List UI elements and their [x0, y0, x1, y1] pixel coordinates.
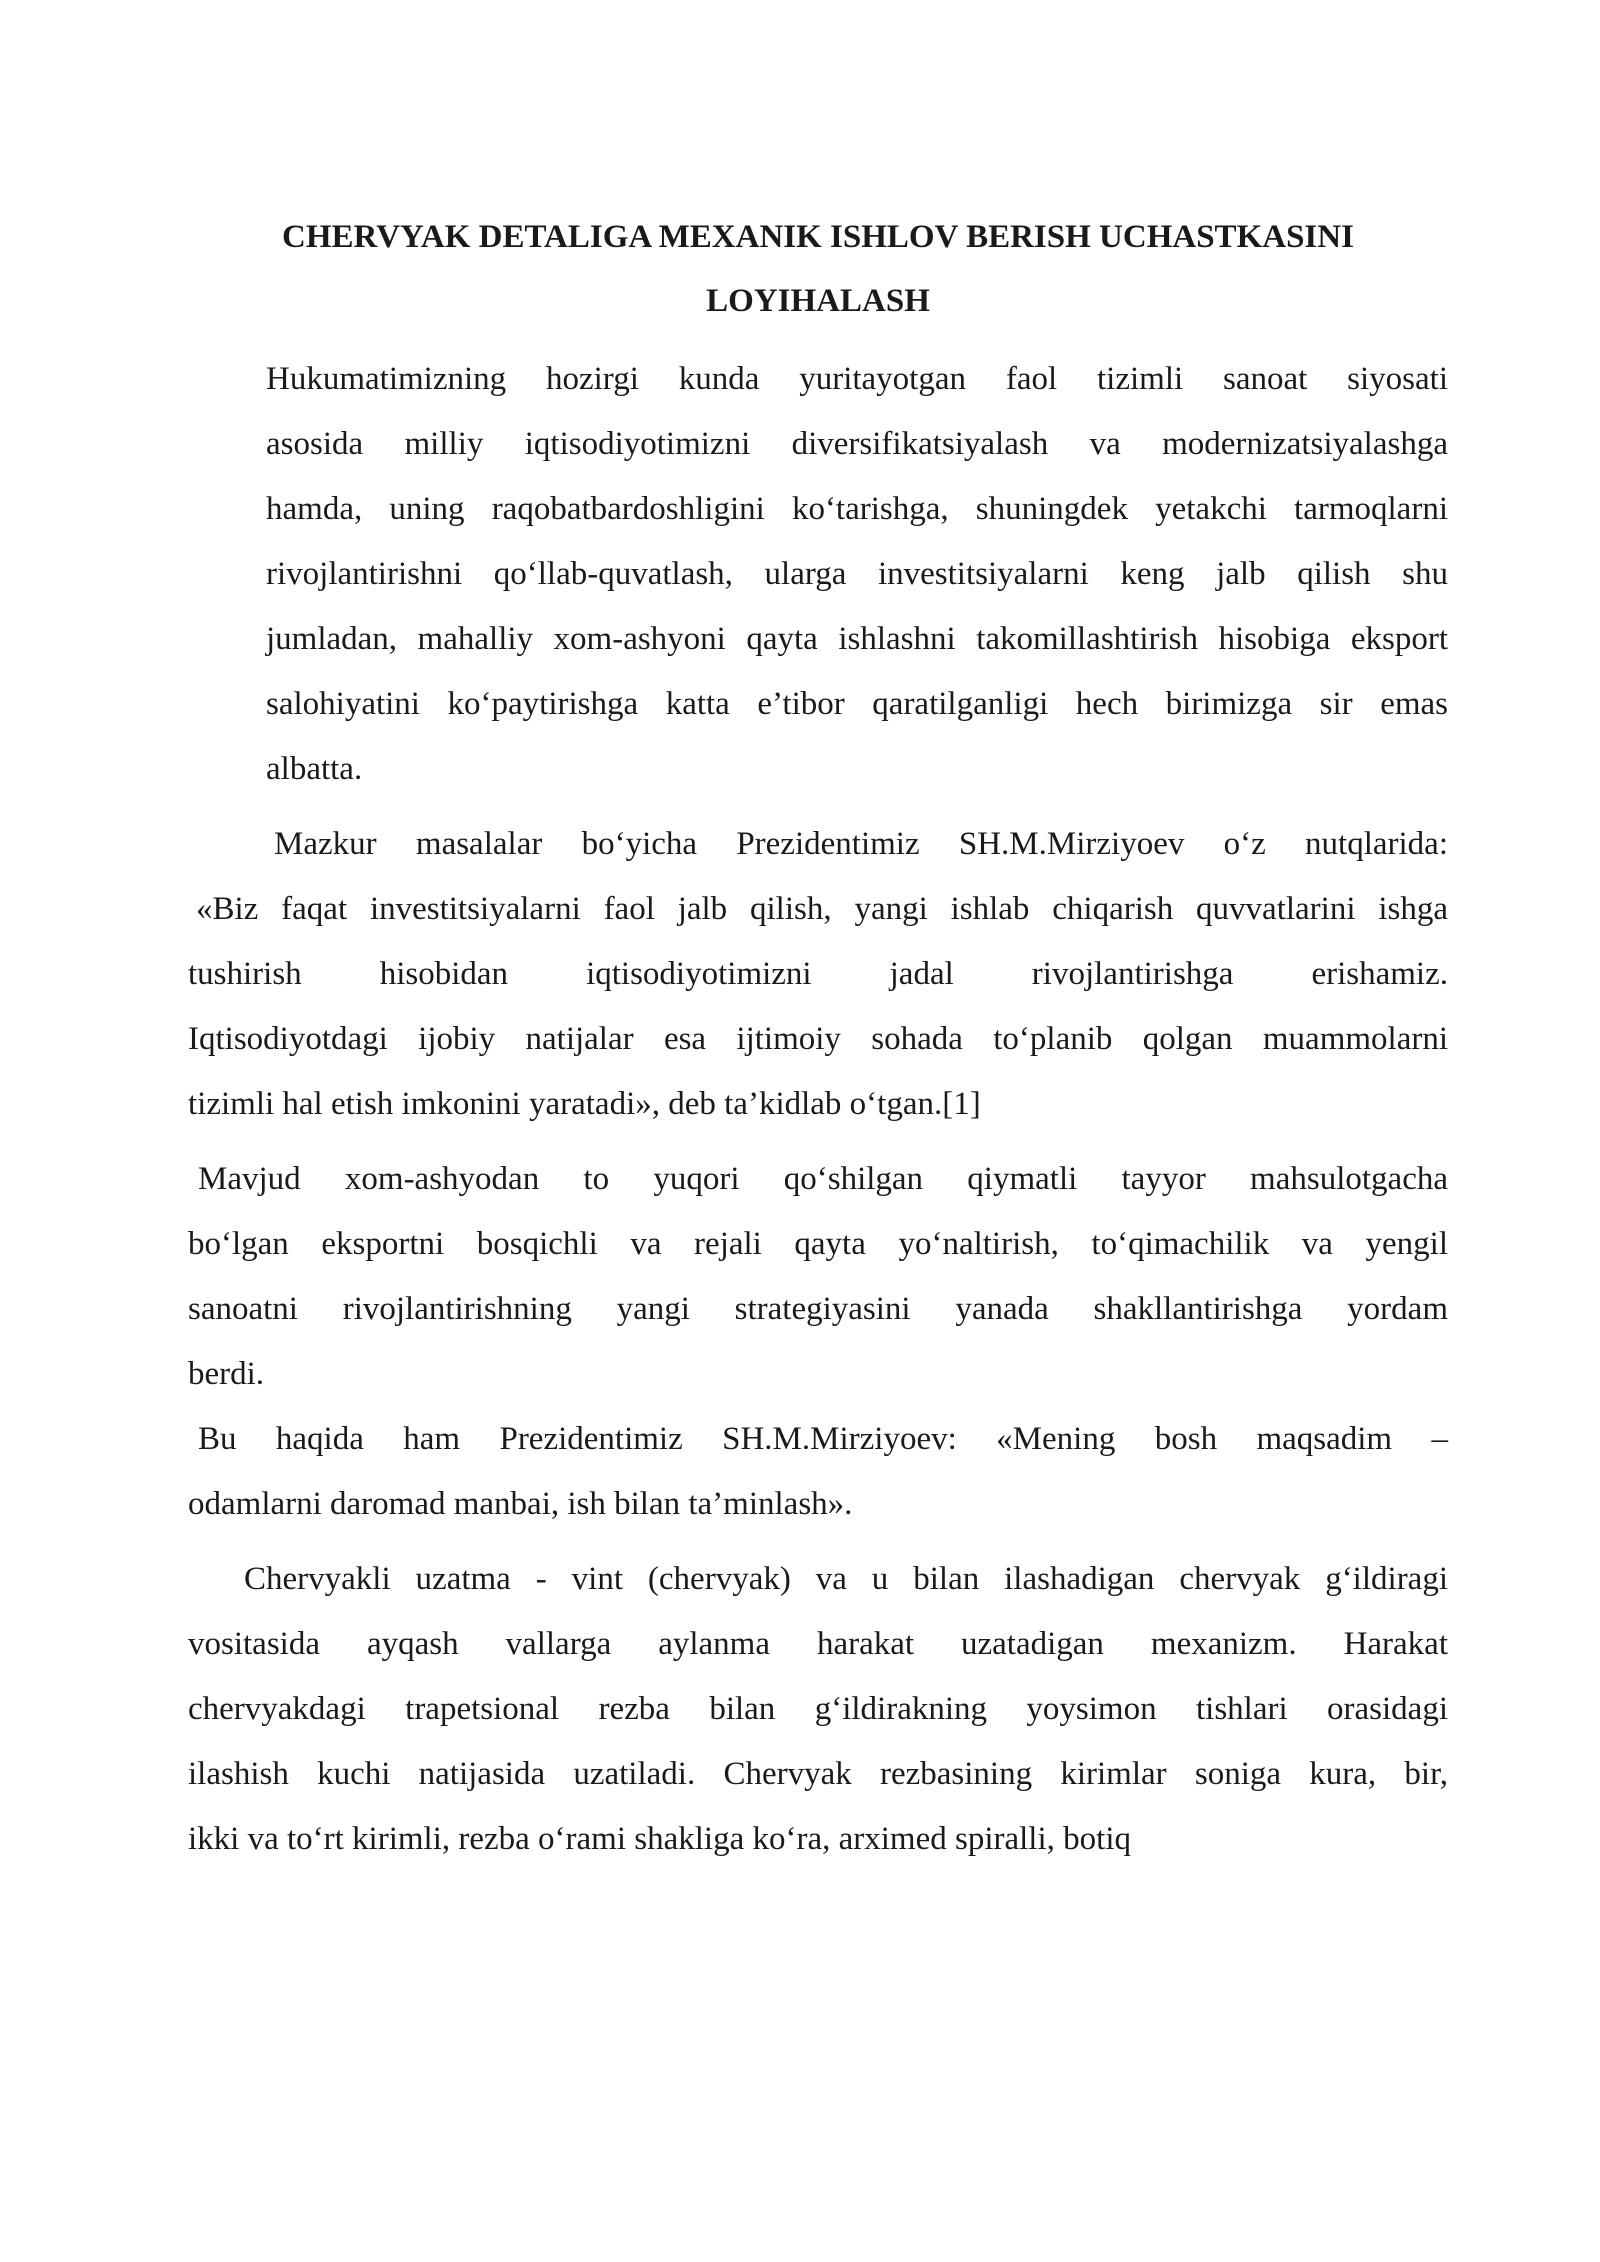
text-line: sanoatni rivojlantirishning yangi strategiyasini yanada shakllantirishga yordam [188, 1291, 1448, 1327]
text-line: bo‘lgan eksportni bosqichli va rejali qayta yo‘naltirish, to‘qimachilik va yengil [188, 1226, 1448, 1262]
text-line: asosida milliy iqtisodiyotimizni diversifikatsiyalash va modernizatsiyalashga [266, 426, 1448, 462]
text-line: rivojlantirishni qo‘llab-quvatlash, ularga investitsiyalarni keng jalb qilish shu [266, 556, 1448, 592]
text-line: jumladan, mahalliy xom-ashyoni qayta ishlashni takomillashtirish hisobiga eksport [266, 621, 1448, 657]
title-line-2: LOYIHALASH [706, 283, 930, 319]
text-line: ilashish kuchi natijasida uzatiladi. Chervyak rezbasining kirimlar soniga kura, bir, [188, 1756, 1448, 1792]
title-line-1: CHERVYAK DETALIGA MEXANIK ISHLOV BERISH UCHASTKASINI [282, 219, 1354, 255]
text-line: Hukumatimizning hozirgi kunda yuritayotgan faol tizimli sanoat siyosati [266, 361, 1448, 397]
document-title [168, 205, 1468, 333]
text-line: tushirish hisobidan iqtisodiyotimizni jadal rivojlantirishga erishamiz. [188, 956, 1448, 992]
text-line: odamlarni daromad manbai, ish bilan ta’minlash». [188, 1486, 853, 1522]
text-line: vositasida ayqash vallarga aylanma harakat uzatadigan mexanizm. Harakat [188, 1626, 1448, 1662]
text-line: salohiyatini ko‘paytirishga katta e’tibor qaratilganligi hech birimizga sir emas [266, 686, 1448, 722]
document-page [188, 205, 1448, 1872]
text-line: Mazkur masalalar bo‘yicha Prezidentimiz SH.M.Mirziyoev o‘z nutqlarida: [274, 826, 1448, 862]
text-line: Iqtisodiyotdagi ijobiy natijalar esa ijtimoiy sohada to‘planib qolgan muammolarni [188, 1021, 1448, 1057]
paragraph-3 [188, 1147, 1448, 1407]
text-line: albatta. [266, 751, 363, 787]
text-line: berdi. [188, 1356, 265, 1392]
paragraph-2 [188, 812, 1448, 1137]
text-line: tizimli hal etish imkonini yaratadi», deb ta’kidlab o‘tgan.[1] [188, 1086, 981, 1122]
text-line: Chervyakli uzatma - vint (chervyak) va u bilan ilashadigan chervyak g‘ildiragi [244, 1561, 1448, 1597]
text-line: hamda, uning raqobatbardoshligini ko‘tarishga, shuningdek yetakchi tarmoqlarni [266, 491, 1448, 527]
text-line: Mavjud xom-ashyodan to yuqori qo‘shilgan qiymatli tayyor mahsulotgacha [198, 1161, 1448, 1197]
text-line: «Biz faqat investitsiyalarni faol jalb qilish, yangi ishlab chiqarish quvvatlarini ishga [196, 891, 1448, 927]
paragraph-4 [188, 1407, 1448, 1537]
paragraph-5 [188, 1547, 1448, 1872]
text-line: chervyakdagi trapetsional rezba bilan g‘ildirakning yoysimon tishlari orasidagi [188, 1691, 1448, 1727]
paragraph-1 [188, 347, 1448, 802]
text-line: ikki va to‘rt kirimli, rezba o‘rami shakliga ko‘ra, arximed spiralli, botiq [188, 1821, 1131, 1857]
text-line: Bu haqida ham Prezidentimiz SH.M.Mirziyoev: «Mening bosh maqsadim – [198, 1421, 1448, 1457]
